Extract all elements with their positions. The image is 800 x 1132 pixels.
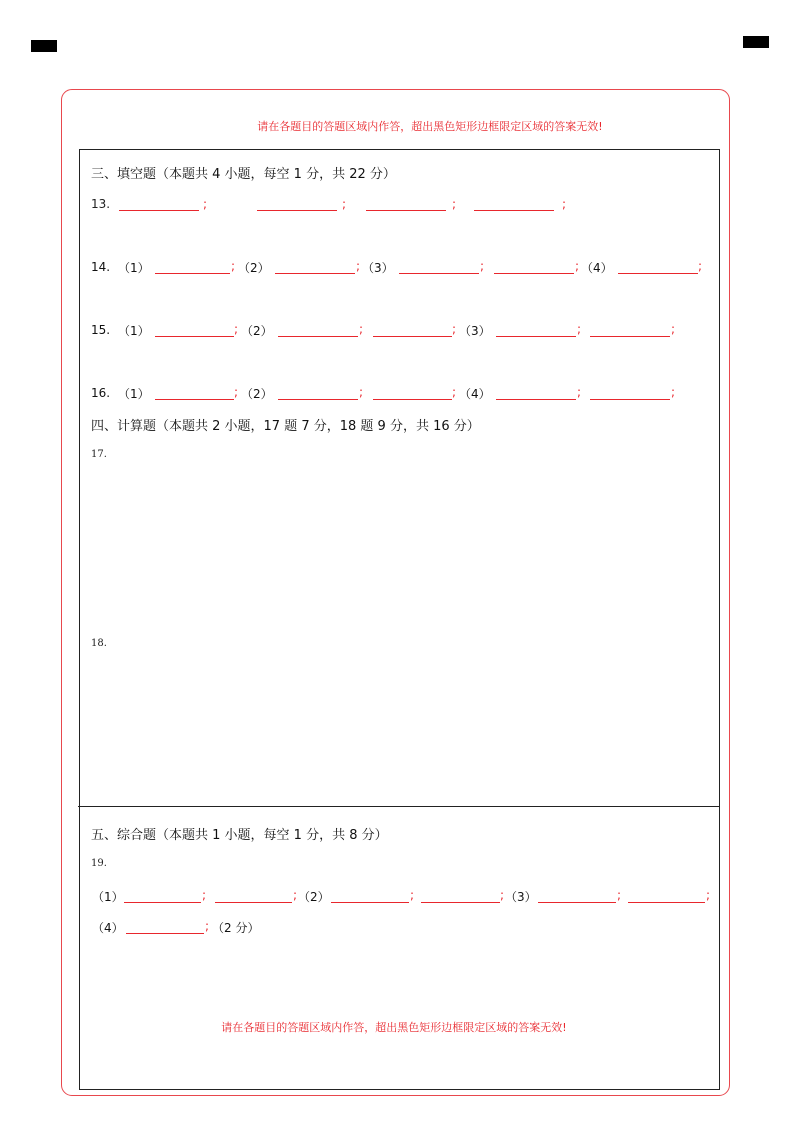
answer-blank-19-5[interactable] <box>538 890 616 903</box>
separator: ; <box>234 385 239 399</box>
separator: ; <box>234 322 239 336</box>
separator: ; <box>203 197 208 211</box>
question-19-number: 19. <box>91 858 107 869</box>
separator: ; <box>671 385 676 399</box>
answer-blank-19-4[interactable] <box>421 890 500 903</box>
separator: ; <box>577 322 582 336</box>
separator: ; <box>575 259 580 273</box>
question-15-number: 15. <box>91 323 111 337</box>
separator: ; <box>577 385 582 399</box>
answer-blank-19-3[interactable] <box>331 890 409 903</box>
question-16-part2: （2） <box>241 387 273 401</box>
answer-blank-16-3[interactable] <box>373 387 452 400</box>
answer-blank-14-4[interactable] <box>494 261 574 274</box>
warning-bottom: 请在各题目的答题区域内作答，超出黑色矩形边框限定区域的答案无效! <box>221 1021 567 1034</box>
separator: ; <box>293 888 298 902</box>
answer-blank-16-2[interactable] <box>278 387 358 400</box>
warning-top: 请在各题目的答题区域内作答，超出黑色矩形边框限定区域的答案无效! <box>257 120 603 133</box>
section-fill-blank-title: 三、填空题（本题共 4 小题，每空 1 分，共 22 分） <box>91 167 396 182</box>
separator: ; <box>452 322 457 336</box>
answer-blank-15-5[interactable] <box>590 324 670 337</box>
answer-blank-19-2[interactable] <box>215 890 292 903</box>
alignment-marker-right <box>743 36 769 48</box>
answer-blank-16-1[interactable] <box>155 387 234 400</box>
answer-blank-16-5[interactable] <box>590 387 670 400</box>
question-14-part1: （1） <box>118 261 150 275</box>
question-14-part3: （3） <box>362 261 394 275</box>
separator: ; <box>202 888 207 902</box>
answer-blank-14-5[interactable] <box>618 261 698 274</box>
separator: ; <box>500 888 505 902</box>
answer-area-18[interactable] <box>88 655 708 795</box>
separator: ; <box>706 888 711 902</box>
answer-area-17[interactable] <box>88 465 708 625</box>
question-15-part2: （2） <box>241 324 273 338</box>
separator: ; <box>231 259 236 273</box>
alignment-marker-left <box>31 40 57 52</box>
answer-blank-19-7[interactable] <box>126 921 204 934</box>
answer-blank-19-1[interactable] <box>124 890 201 903</box>
question-19-part4: （4） <box>92 921 124 935</box>
separator: ; <box>671 322 676 336</box>
section-calculation-title: 四、计算题（本题共 2 小题，17 题 7 分，18 题 9 分，共 16 分） <box>91 419 480 434</box>
separator: ; <box>452 197 457 211</box>
separator: ; <box>359 322 364 336</box>
question-13-number: 13. <box>91 197 111 211</box>
separator: ; <box>205 919 210 933</box>
question-15-part1: （1） <box>118 324 150 338</box>
question-18-number: 18. <box>91 638 107 649</box>
answer-blank-15-4[interactable] <box>496 324 576 337</box>
section-divider <box>78 806 720 807</box>
answer-blank-19-6[interactable] <box>628 890 705 903</box>
separator: ; <box>410 888 415 902</box>
answer-blank-15-1[interactable] <box>155 324 234 337</box>
separator: ; <box>342 197 347 211</box>
separator: ; <box>452 385 457 399</box>
answer-blank-13-1[interactable] <box>119 198 199 211</box>
answer-blank-14-2[interactable] <box>275 261 355 274</box>
question-17-number: 17. <box>91 449 107 460</box>
question-15-part3: （3） <box>459 324 491 338</box>
separator: ; <box>562 197 567 211</box>
separator: ; <box>698 259 703 273</box>
answer-blank-15-3[interactable] <box>373 324 452 337</box>
question-19-part3: （3） <box>505 890 537 904</box>
question-14-part4: （4） <box>581 261 613 275</box>
question-16-number: 16. <box>91 386 111 400</box>
question-19-points: （2 分） <box>212 921 260 935</box>
separator: ; <box>617 888 622 902</box>
section-comprehensive-title: 五、综合题（本题共 1 小题，每空 1 分，共 8 分） <box>91 828 388 843</box>
answer-blank-13-4[interactable] <box>474 198 554 211</box>
answer-blank-16-4[interactable] <box>496 387 576 400</box>
question-14-part2: （2） <box>238 261 270 275</box>
answer-blank-15-2[interactable] <box>278 324 358 337</box>
answer-blank-14-3[interactable] <box>399 261 479 274</box>
question-16-part1: （1） <box>118 387 150 401</box>
answer-blank-13-3[interactable] <box>366 198 446 211</box>
separator: ; <box>480 259 485 273</box>
question-19-part2: （2） <box>298 890 330 904</box>
answer-blank-13-2[interactable] <box>257 198 337 211</box>
separator: ; <box>359 385 364 399</box>
separator: ; <box>356 259 361 273</box>
question-14-number: 14. <box>91 260 111 274</box>
question-16-part4: （4） <box>459 387 491 401</box>
answer-blank-14-1[interactable] <box>155 261 230 274</box>
question-19-part1: （1） <box>92 890 124 904</box>
